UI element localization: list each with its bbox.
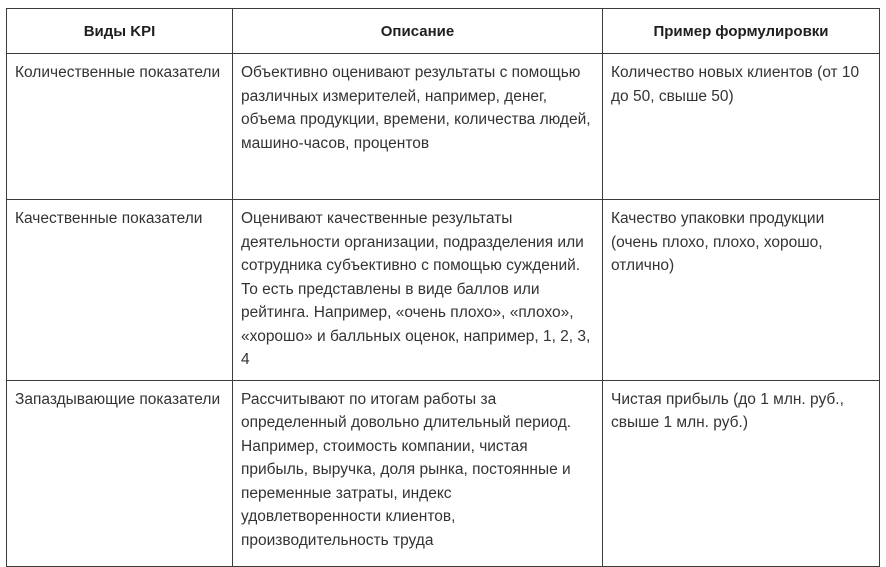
description-text: Объективно оценивают результаты с помощью различных измерителей, например, денег, объема продукции, времени, количества людей, машино-часов, процентов xyxy=(241,64,591,152)
kpi-type-cell xyxy=(7,54,233,200)
kpi-type-text: Запаздывающие показатели xyxy=(15,390,221,408)
kpi-type-text: Качественные показатели xyxy=(15,210,203,227)
description-cell xyxy=(233,200,603,381)
example-cell xyxy=(603,54,880,200)
kpi-table xyxy=(6,8,880,567)
description-cell xyxy=(233,380,603,566)
description-cell xyxy=(233,54,603,200)
example-text: Чистая прибыль (до 1 млн. руб., свыше 1 млн. руб.) xyxy=(611,390,844,431)
header-row xyxy=(7,9,880,54)
table-body xyxy=(7,54,880,567)
kpi-type-text: Количественные показатели xyxy=(15,64,221,81)
kpi-type-cell xyxy=(7,380,233,566)
header-description: Описание xyxy=(233,9,603,54)
header-kpi-types: Виды KPI xyxy=(7,9,233,54)
description-text: Оценивают качественные результаты деятельности организации, подразделения или сотрудника субъективно с помощью суждений. То есть представлены в виде баллов или рейтинга. Например, «очень плохо», «плохо», «хорошо» и балльных оценок, например, 1, 2, 3, 4 xyxy=(241,210,591,368)
table-row xyxy=(7,200,880,381)
example-text: Количество новых клиентов (от 10 до 50, свыше 50) xyxy=(611,64,860,105)
description-text: Рассчитывают по итогам работы за определенный довольно длительный период. Например, стоимость компании, чистая прибыль, выручка, доля рынка, постоянные и переменные затраты, индекс удовлетворенности клиентов, производительность труда xyxy=(241,390,572,549)
example-cell xyxy=(603,380,880,566)
table-header xyxy=(7,9,880,54)
example-cell xyxy=(603,200,880,381)
example-text: Качество упаковки продукции (очень плохо, плохо, хорошо, отлично) xyxy=(611,210,825,274)
table-row xyxy=(7,380,880,566)
kpi-type-cell xyxy=(7,200,233,381)
header-example: Пример формулировки xyxy=(603,9,880,54)
table-row xyxy=(7,54,880,200)
